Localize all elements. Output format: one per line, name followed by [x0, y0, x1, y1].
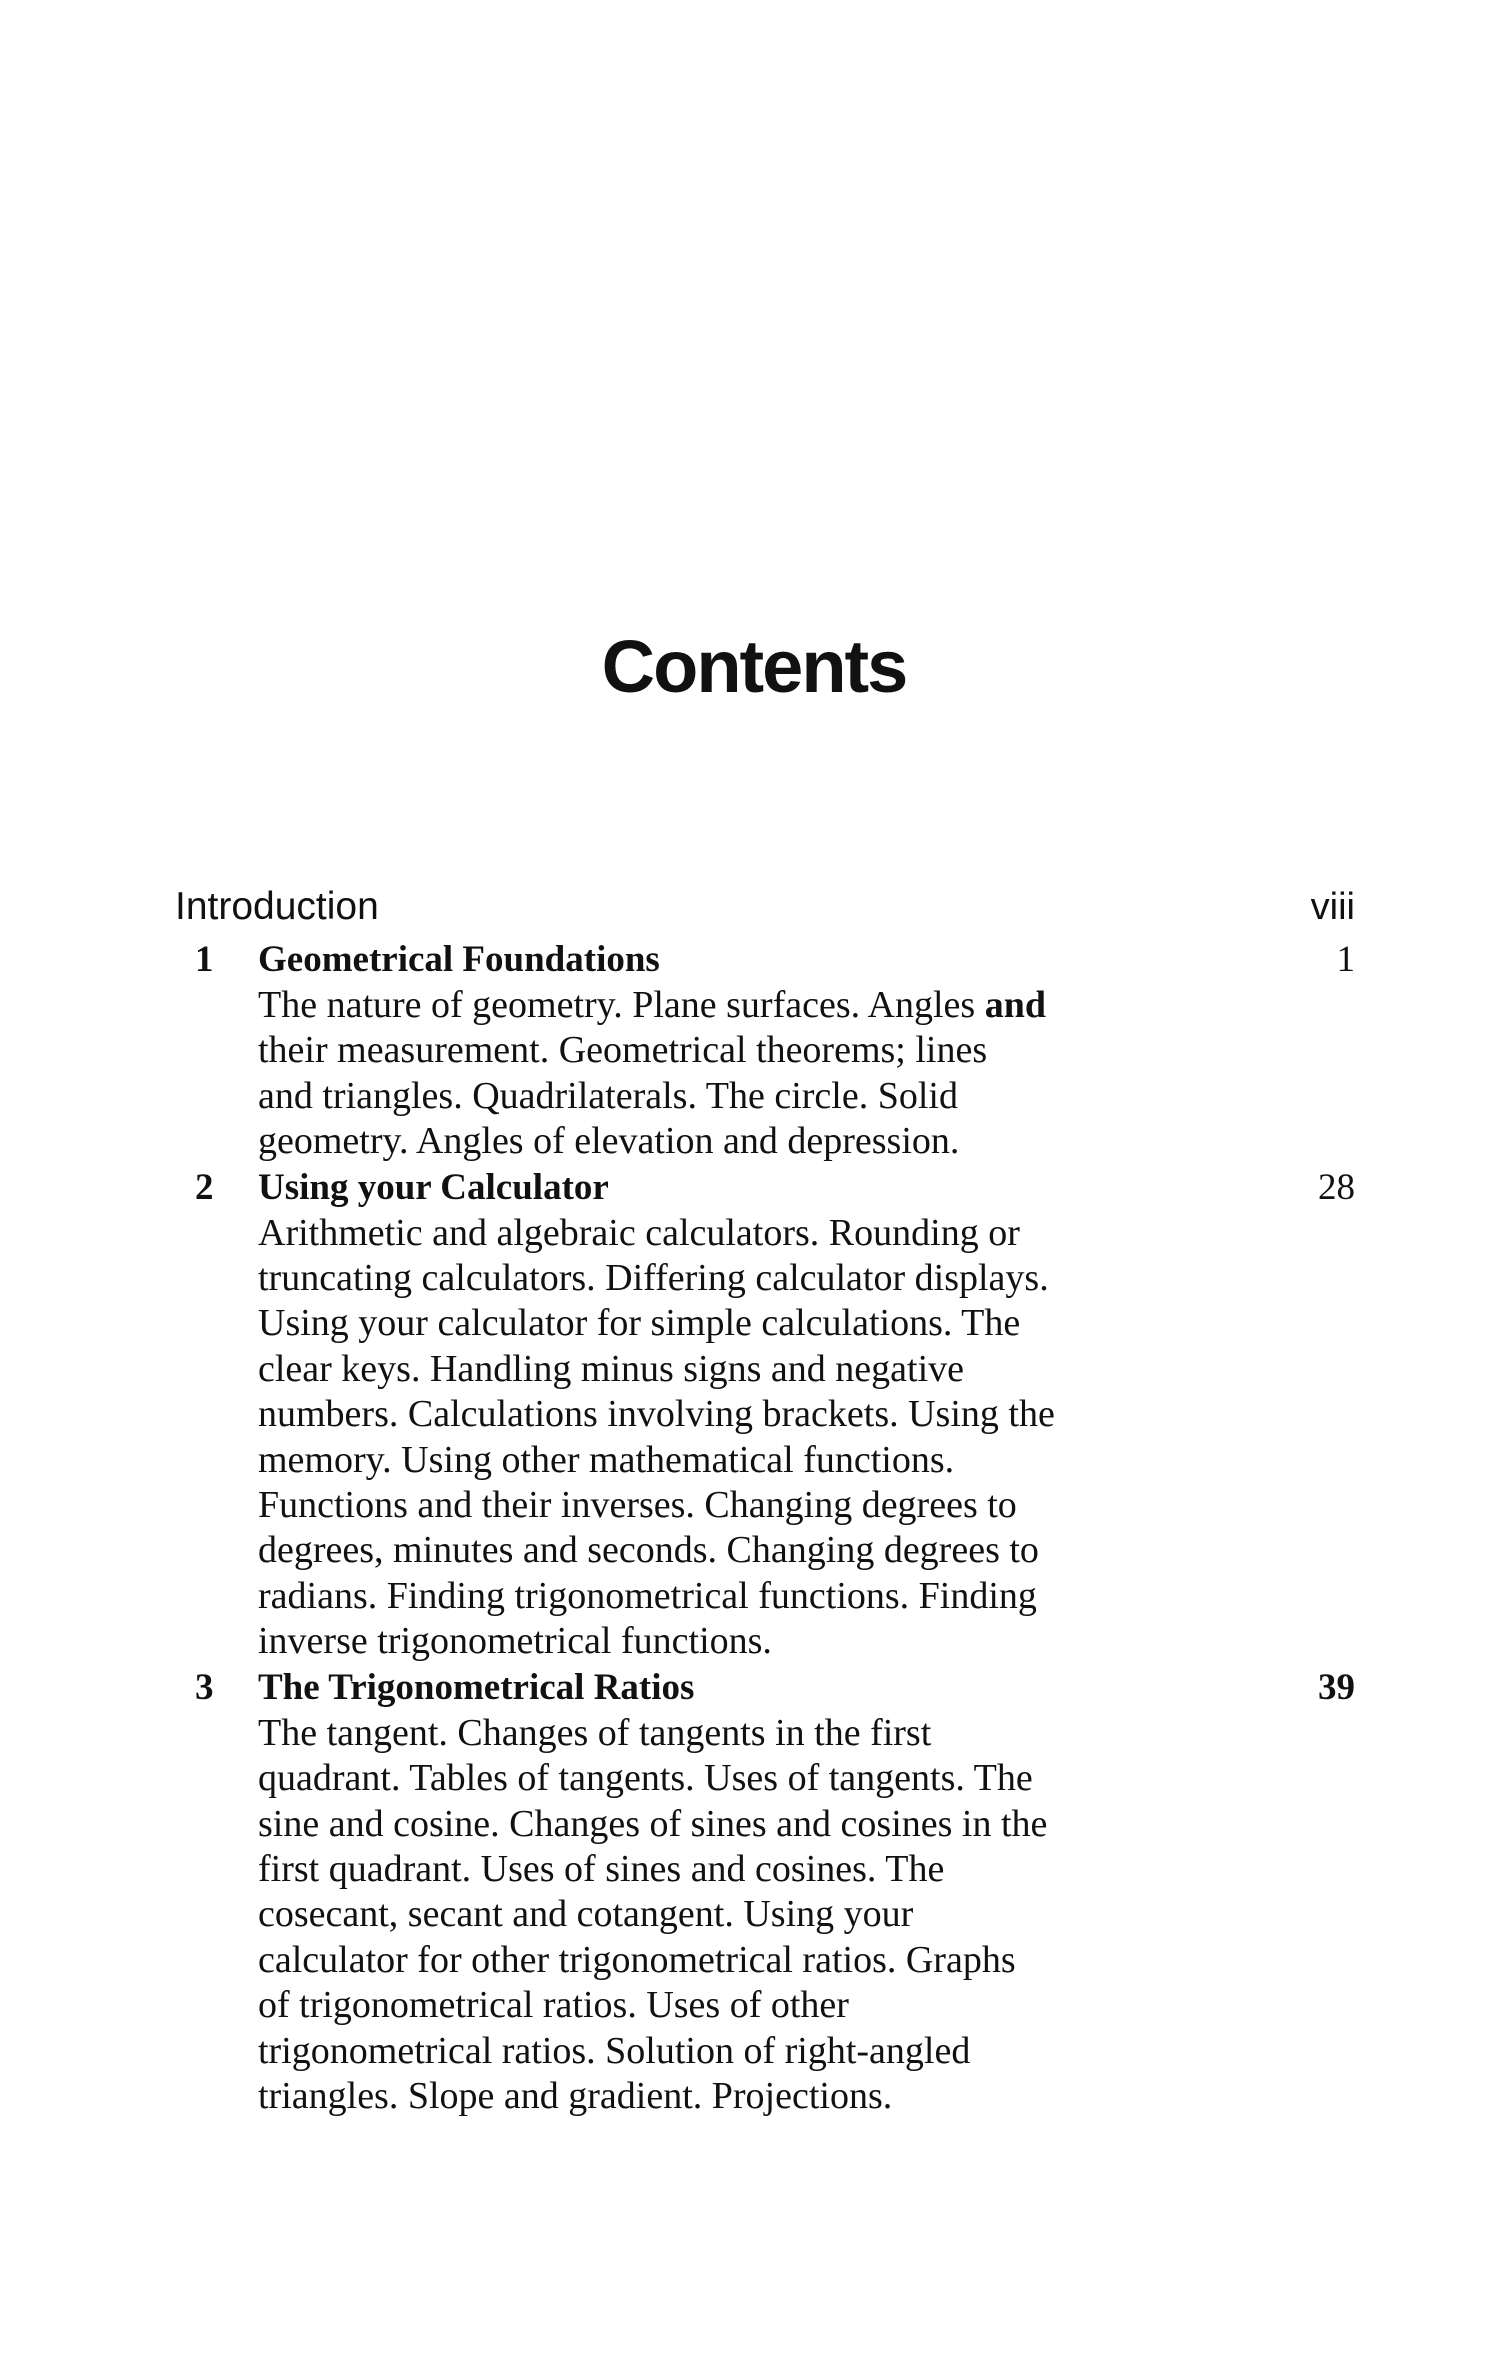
description-bold-word: and [984, 984, 1046, 1026]
description-line: of trigonometrical ratios. Uses of other [258, 1984, 849, 2027]
description-line: calculator for other trigonometrical ratios. Graphs [258, 1938, 1016, 1981]
description-line: numbers. Calculations involving brackets. Using the [258, 1393, 1055, 1436]
description-line: their measurement. Geometrical theorems; lines [258, 1029, 988, 1072]
description-line: Using your calculator for simple calculations. The [258, 1302, 1021, 1345]
chapter-number: 2 [195, 1166, 214, 1208]
introduction-page-number: viii [1310, 886, 1355, 928]
description-line: inverse trigonometrical functions. [258, 1620, 772, 1663]
description-line: Functions and their inverses. Changing degrees to [258, 1484, 1017, 1527]
toc-entry-chapter-1[interactable] [175, 937, 1355, 1165]
chapter-number: 3 [195, 1666, 214, 1708]
chapter-heading [175, 1665, 1355, 1711]
description-line: degrees, minutes and seconds. Changing degrees to [258, 1529, 1039, 1572]
toc-entry-chapter-3[interactable] [175, 1665, 1355, 2120]
page-title: Contents [601, 625, 907, 708]
chapter-page-number: 39 [1318, 1666, 1355, 1708]
toc-entry-introduction[interactable] [175, 882, 1355, 937]
toc-entry-chapter-2[interactable] [175, 1165, 1355, 1665]
description-line: trigonometrical ratios. Solution of right-angled [258, 2029, 971, 2072]
description-line: triangles. Slope and gradient. Projections. [258, 2074, 893, 2117]
description-line: memory. Using other mathematical functions. [258, 1438, 955, 1481]
chapter-page-number: 1 [1336, 939, 1355, 980]
description-line: sine and cosine. Changes of sines and cosines in the [258, 1802, 1048, 1845]
description-line: geometry. Angles of elevation and depression. [258, 1120, 960, 1163]
description-line: first quadrant. Uses of sines and cosines. The [258, 1847, 945, 1890]
chapter-number: 1 [195, 939, 214, 980]
chapter-title: Geometrical Foundations [258, 939, 660, 980]
introduction-label: Introduction [175, 885, 379, 928]
chapter-page-number: 28 [1318, 1166, 1355, 1208]
table-of-contents [175, 882, 1355, 2119]
description-line: truncating calculators. Differing calculator displays. [258, 1257, 1049, 1300]
chapter-description [258, 983, 1258, 1165]
chapter-description [258, 1711, 1258, 2120]
description-line: cosecant, secant and cotangent. Using your [258, 1893, 914, 1936]
description-line: quadrant. Tables of tangents. Uses of tangents. The [258, 1757, 1033, 1800]
description-line: and triangles. Quadrilaterals. The circle. Solid [258, 1074, 958, 1117]
description-line: clear keys. Handling minus signs and negative [258, 1347, 965, 1390]
chapter-heading [175, 937, 1355, 983]
chapter-title: Using your Calculator [258, 1166, 609, 1208]
description-line [258, 983, 1258, 1028]
chapter-description [258, 1211, 1258, 1665]
chapter-heading [175, 1165, 1355, 1211]
description-line: The tangent. Changes of tangents in the first [258, 1711, 932, 1754]
chapter-title: The Trigonometrical Ratios [258, 1666, 695, 1708]
description-line-text: The nature of geometry. Plane surfaces. Angles [258, 984, 985, 1026]
description-line: radians. Finding trigonometrical functions. Finding [258, 1574, 1037, 1617]
description-line: Arithmetic and algebraic calculators. Rounding or [258, 1211, 1020, 1254]
